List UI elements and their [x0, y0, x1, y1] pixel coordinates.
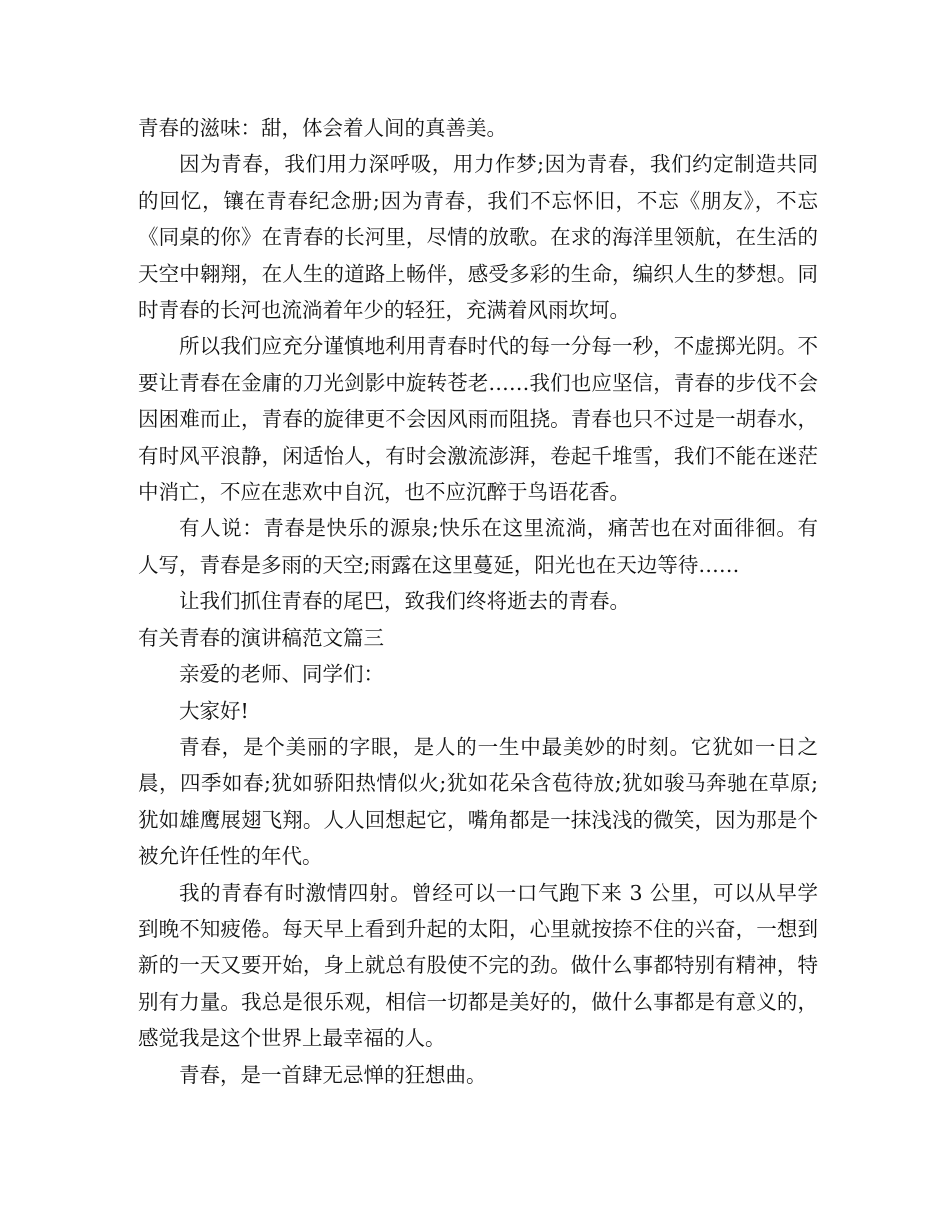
- paragraph-6: 青春，是个美丽的字眼，是人的一生中最美妙的时刻。它犹如一日之晨，四季如春;犹如骄阳热情似火;犹如花朵含苞待放;犹如骏马奔驰在草原;犹如雄鹰展翅飞翔。人人回想起它，嘴角都是一抹浅浅的微笑，因为那是个被允许任性的年代。: [138, 734, 818, 869]
- hello: 大家好!: [179, 698, 249, 723]
- paragraph-8: 青春，是一首肆无忌惮的狂想曲。: [179, 1062, 487, 1087]
- paragraph-5: 让我们抓住青春的尾巴，致我们终将逝去的青春。: [179, 589, 630, 614]
- section-heading: 有关青春的演讲稿范文篇三: [138, 625, 384, 650]
- paragraph-4: 有人说：青春是快乐的源泉;快乐在这里流淌，痛苦也在对面徘徊。有人写，青春是多雨的天空;雨露在这里蔓延，阳光也在天边等待……: [138, 516, 818, 577]
- paragraph-2: 因为青春，我们用力深呼吸，用力作梦;因为青春，我们约定制造共同的回忆，镶在青春纪念册;因为青春，我们不忘怀旧，不忘《朋友》，不忘《同桌的你》在青春的长河里，尽情的放歌。在求的海洋里领航，在生活的天空中翱翔，在人生的道路上畅伴，感受多彩的生命，编织人生的梦想。同时青春的长河也流淌着年少的轻狂，充满着风雨坎坷。: [138, 152, 818, 323]
- paragraph-3: 所以我们应充分谨慎地利用青春时代的每一分每一秒，不虚掷光阴。不要让青春在金庸的刀光剑影中旋转苍老……我们也应坚信，青春的步伐不会因困难而止，青春的旋律更不会因风雨而阻挠。青春也只不过是一胡春水，有时风平浪静，闲适怡人，有时会激流澎湃，卷起千堆雪，我们不能在迷茫中消亡，不应在悲欢中自沉，也不应沉醉于鸟语花香。: [138, 334, 818, 505]
- paragraph-1: 青春的滋味：甜，体会着人间的真善美。: [138, 116, 507, 140]
- document-page: [138, 110, 818, 1093]
- paragraph-7: 我的青春有时激情四射。曾经可以一口气跑下来 3 公里，可以从早学到晚不知疲倦。每天早上看到升起的太阳，心里就按捺不住的兴奋，一想到新的一天又要开始，身上就总有股使不完的劲。做什么事都特别有精神，特别有力量。我总是很乐观，相信一切都是美好的，做什么事都是有意义的，感觉我是这个世界上最幸福的人。: [138, 880, 818, 1051]
- greeting: 亲爱的老师、同学们：: [179, 662, 384, 687]
